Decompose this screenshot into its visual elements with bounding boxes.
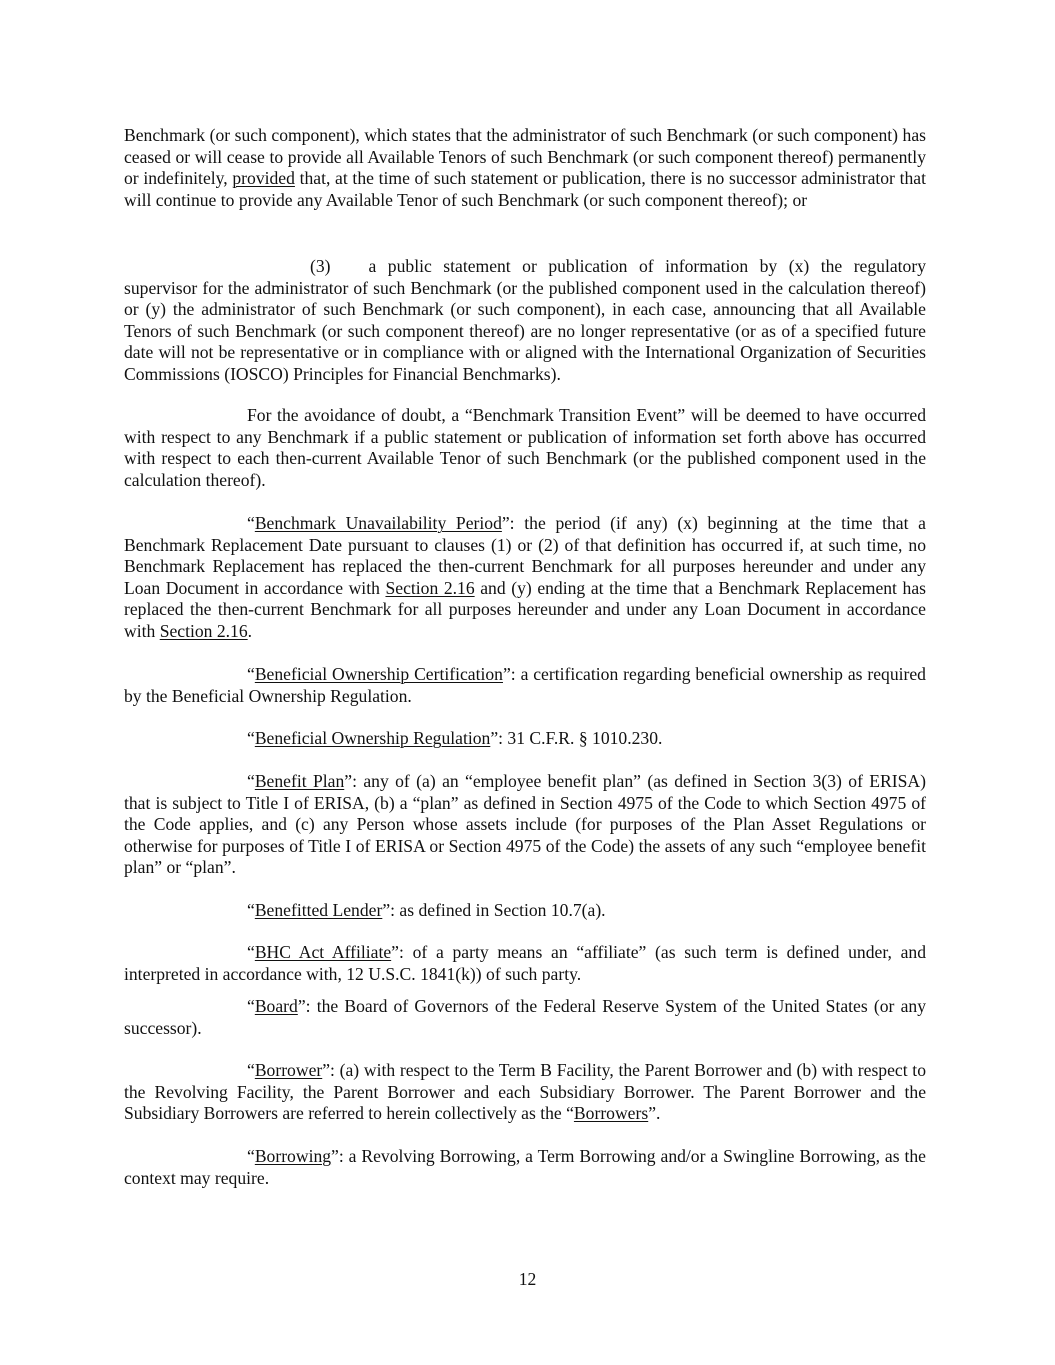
definition-beneficial-ownership-regulation: “Beneficial Ownership Regulation”: 31 C.F.R. § 1010.230. (247, 728, 663, 748)
definition-borrowing: “Borrowing”: a Revolving Borrowing, a Term Borrowing and/or a Swingline Borrowing, as the context may require. (124, 1146, 926, 1188)
defined-term: Borrowing (254, 1146, 332, 1166)
defined-term: Board (254, 996, 298, 1016)
paragraph-benchmark-statement: Benchmark (or such component), which states that the administrator of such Benchmark (or such component) has ceased or will cease to provide all Available Tenors of such Benchmark (or such component thereof) permanently or indefinitely, provided that, at the time of such statement or publication, there is no successor administrator that will continue to provide any Available Tenor of such Benchmark (or such component thereof); or (124, 125, 926, 210)
defined-term: Benefitted Lender (254, 900, 383, 920)
defined-term: Beneficial Ownership Certification (254, 664, 503, 684)
definition-board: “Board”: the Board of Governors of the Federal Reserve System of the United States (or any successor). (124, 996, 926, 1038)
section-reference: Section 2.16 (385, 577, 475, 598)
paragraph-clause-3: (3) a public statement or publication of information by (x) the regulatory supervisor for the administrator of such Benchmark (or the published component used in the calculation thereof) or (y) the administrator of such Benchmark (or such component), in each case, announcing that all Available Tenors of such Benchmark (or such component thereof) are no longer representative (or as of a specified future date will not be representative or in compliance with or aligned with the International Organization of Securities Commissions (IOSCO) Principles for Financial Benchmarks). (124, 256, 926, 384)
paragraph-avoidance-of-doubt: For the avoidance of doubt, a “Benchmark Transition Event” will be deemed to have occurred with respect to any Benchmark if a public statement or publication of information set forth above has occurred with respect to each then-current Available Tenor of such Benchmark (or the published component used in the calculation thereof). (124, 405, 926, 490)
defined-term: Borrower (254, 1060, 323, 1080)
definition-borrower: “Borrower”: (a) with respect to the Term B Facility, the Parent Borrower and (b) with respect to the Revolving Facility, the Parent Borrower and each Subsidiary Borrower. The Parent Borrower and the Subsidiary Borrowers are referred to herein collectively as the “Borrowers”. (124, 1060, 926, 1124)
defined-term: Benchmark Unavailability Period (254, 513, 502, 533)
page-number: 12 (518, 1269, 537, 1289)
definition-bhc-act-affiliate: “BHC Act Affiliate”: of a party means an “affiliate” (as such term is defined under, and interpreted in accordance with, 12 U.S.C. 1841(k)) of such party. (124, 942, 926, 984)
definition-beneficial-ownership-certification: “Beneficial Ownership Certification”: a certification regarding beneficial ownership as required by the Beneficial Ownership Regulation. (124, 664, 926, 706)
provided-term: provided (232, 168, 295, 189)
defined-term: Benefit Plan (254, 771, 345, 791)
definition-benefit-plan: “Benefit Plan”: any of (a) an “employee benefit plan” (as defined in Section 3(3) of ERISA) that is subject to Title I of ERISA, (b) a “plan” as defined in Section 4975 of the Code to which Section 4975 of the Code applies, and (c) any Person whose assets include (for purposes of the Plan Asset Regulations or otherwise for purposes of Title I of ERISA or Section 4975 of the Code) the assets of any such “employee benefit plan” or “plan”. (124, 771, 927, 878)
definition-benefitted-lender: “Benefitted Lender”: as defined in Section 10.7(a). (247, 900, 606, 920)
section-reference: Section 2.16 (159, 620, 248, 641)
defined-term: Beneficial Ownership Regulation (254, 728, 491, 748)
defined-term-borrowers: Borrowers (573, 1103, 649, 1124)
definition-benchmark-unavailability-period: “Benchmark Unavailability Period”: the period (if any) (x) beginning at the time that a Benchmark Replacement Date pursuant to clauses (1) or (2) of that definition has occurred if, at such time, no Benchmark Replacement has replaced the then-current Benchmark for all purposes hereunder and under any Loan Document in accordance with Section 2.16 and (y) ending at the time that a Benchmark Replacement has replaced the then-current Benchmark for all purposes hereunder and under any Loan Document in accordance with Section 2.16. (124, 513, 926, 641)
clause-number: (3) (310, 256, 331, 276)
defined-term: BHC Act Affiliate (254, 942, 392, 962)
